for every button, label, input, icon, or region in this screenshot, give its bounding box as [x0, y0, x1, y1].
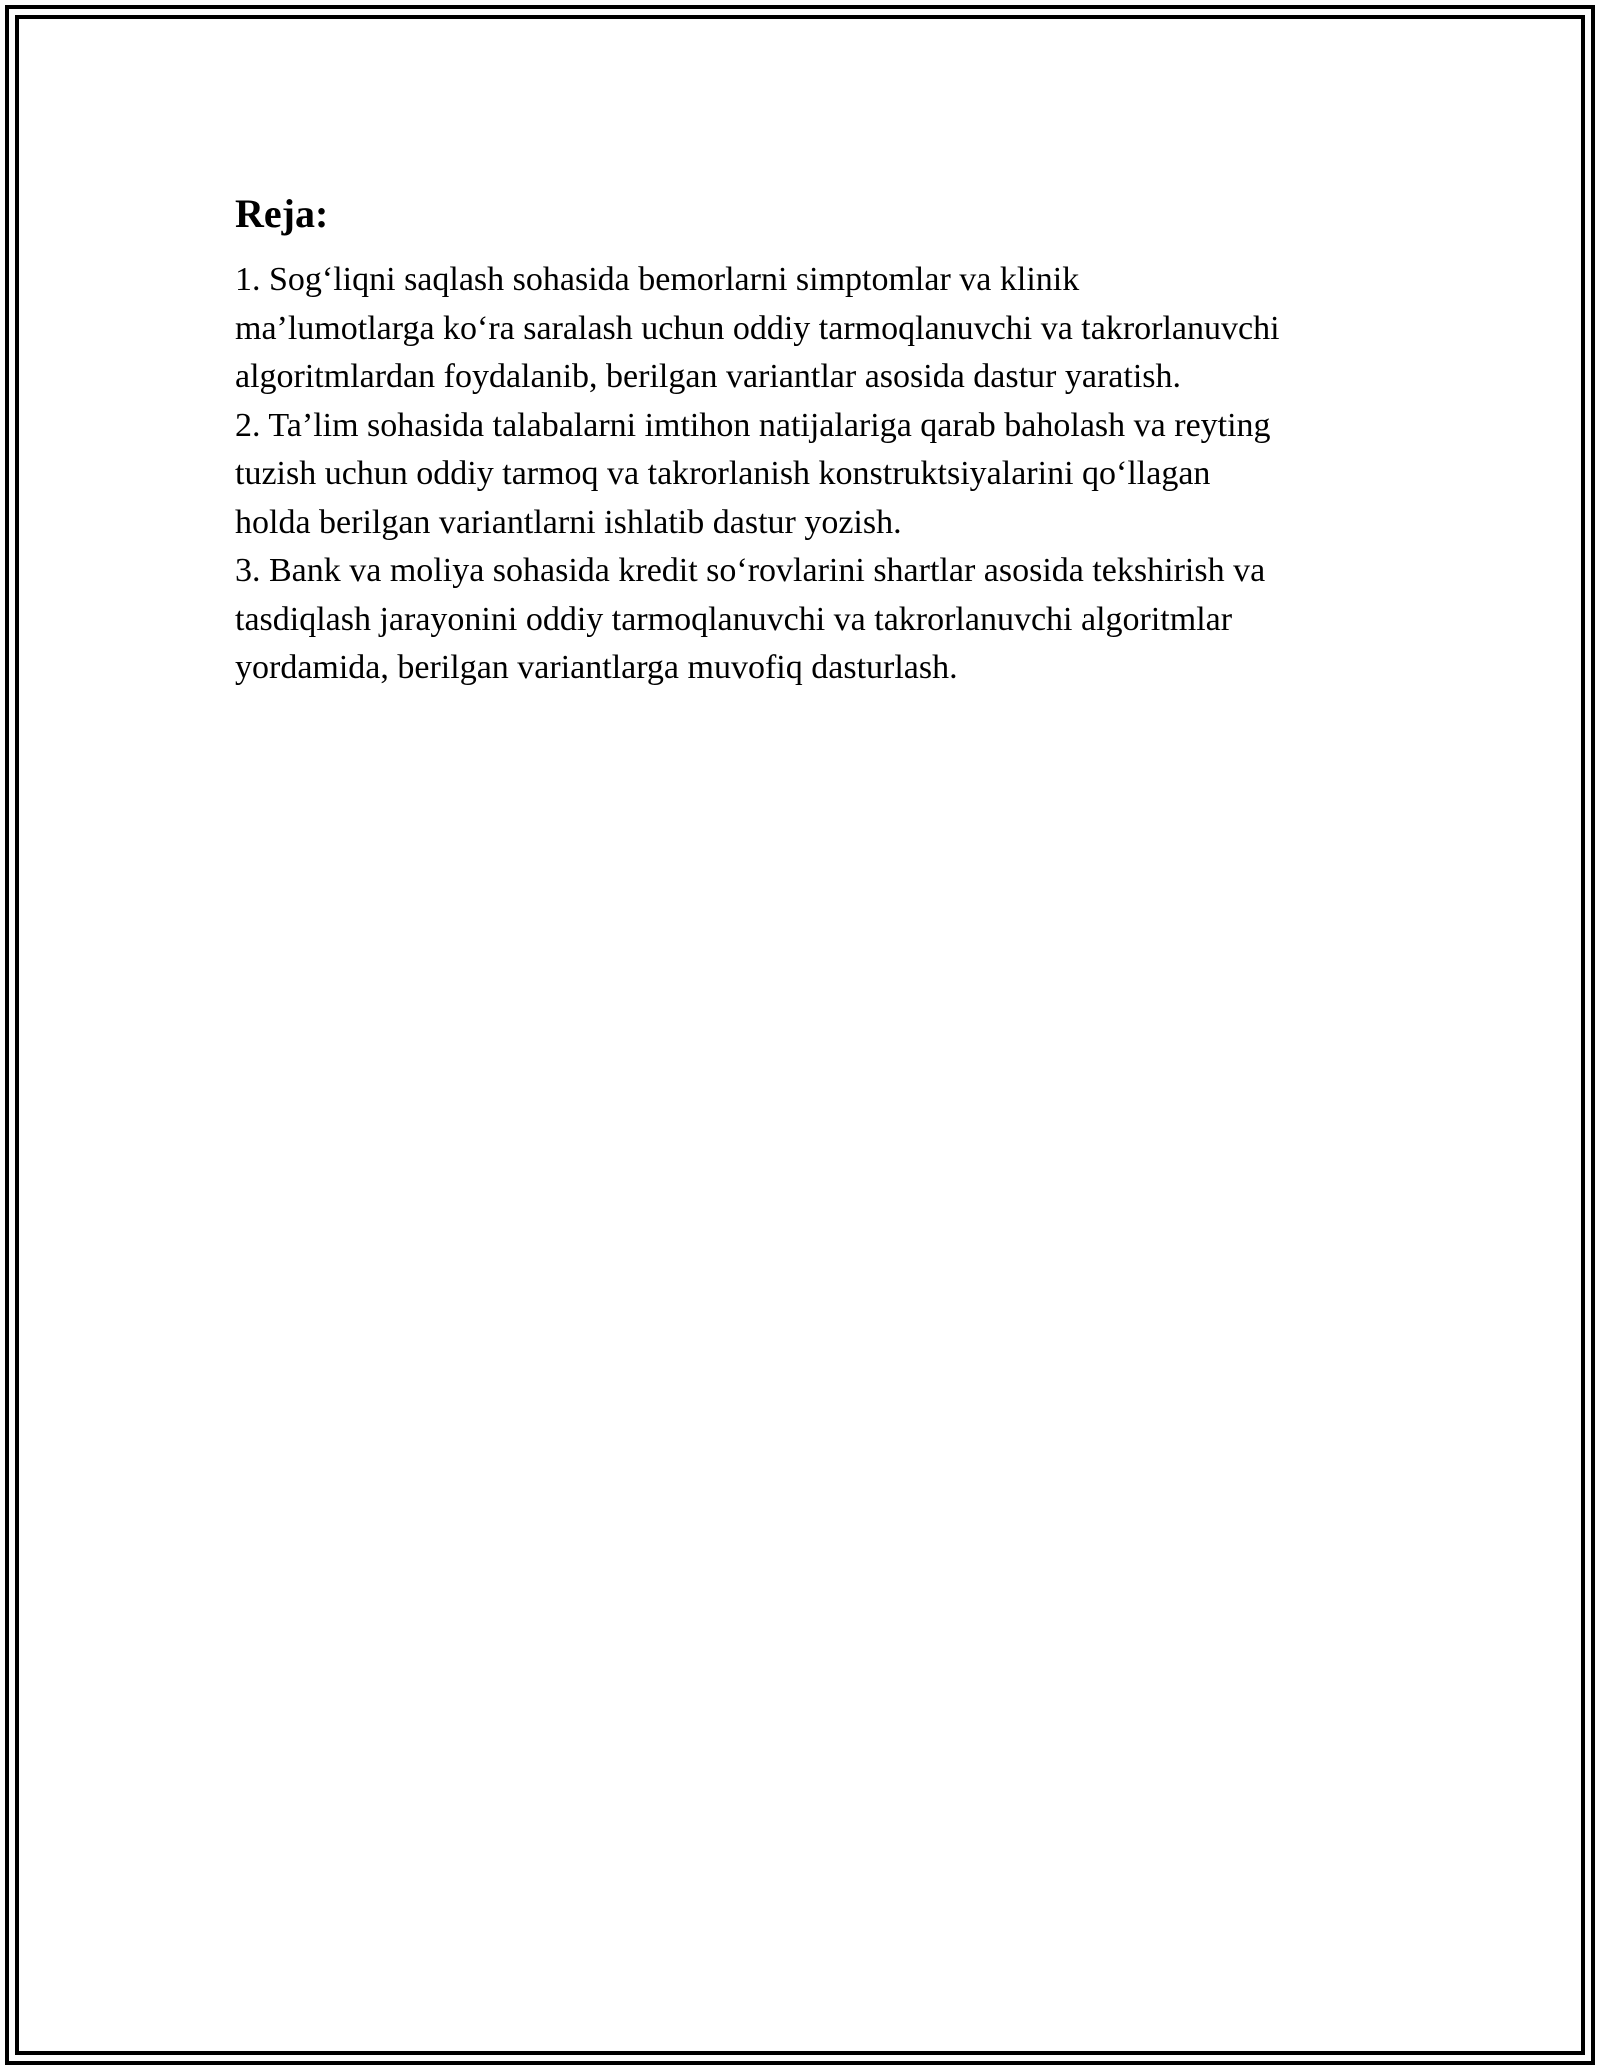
- plan-item-1: [235, 256, 1385, 402]
- plan-list: [235, 256, 1385, 693]
- plan-item-line: 1. Sog‘liqni saqlash sohasida bemorlarni simptomlar va klinik: [235, 261, 1080, 298]
- plan-item-line: 2. Ta’lim sohasida talabalarni imtihon natijalariga qarab baholash va reyting: [235, 406, 1271, 444]
- plan-item-line: yordamida, berilgan variantlarga muvofiq dasturlash.: [235, 649, 958, 686]
- plan-item-line: tasdiqlash jarayonini oddiy tarmoqlanuvchi va takrorlanuvchi algoritmlar: [235, 600, 1233, 638]
- plan-item-line: tuzish uchun oddiy tarmoq va takrorlanish konstruktsiyalarini qo‘llagan: [235, 455, 1211, 492]
- page-title: Reja:: [235, 191, 329, 236]
- plan-item-line: 3. Bank va moliya sohasida kredit so‘rovlarini shartlar asosida tekshirish va: [235, 552, 1266, 589]
- plan-item-line: algoritmlardan foydalanib, berilgan variantlar asosida dastur yaratish.: [235, 358, 1182, 395]
- plan-item-line: holda berilgan variantlarni ishlatib dastur yozish.: [235, 503, 902, 541]
- plan-item-line: ma’lumotlarga ko‘ra saralash uchun oddiy tarmoqlanuvchi va takrorlanuvchi: [235, 309, 1280, 347]
- plan-item-3: [235, 547, 1385, 693]
- document-content: [235, 185, 1385, 693]
- plan-item-2: [235, 402, 1385, 548]
